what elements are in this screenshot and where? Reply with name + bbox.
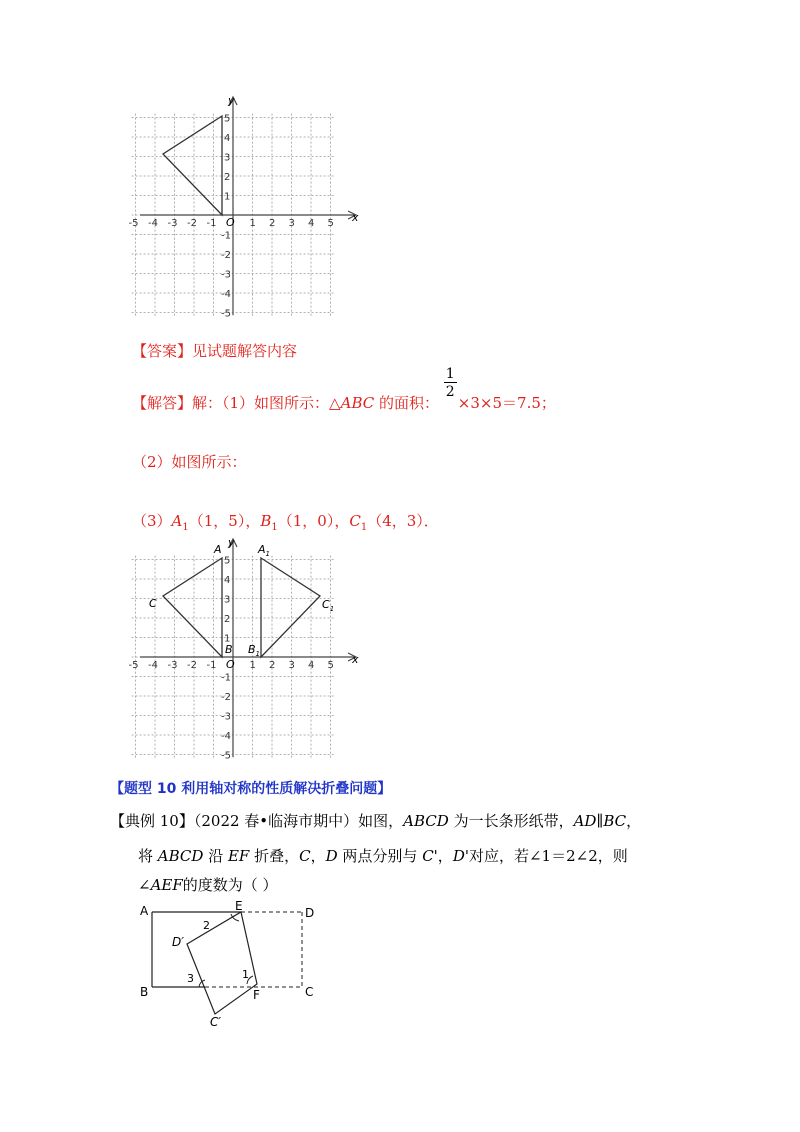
y-tick-label: -3 (221, 269, 231, 281)
label-C-prime: C′ (210, 1015, 222, 1029)
x-tick-label: 5 (327, 218, 334, 229)
fraction-bar (444, 382, 457, 383)
x-tick-label: 5 (327, 660, 334, 671)
y-tick-label: 1 (224, 191, 231, 203)
example-line2-i: 两点分别与 (337, 847, 423, 865)
label-a1: $A_1$ (258, 543, 270, 558)
coordinate-graph-1 (130, 90, 370, 320)
x-tick-label: -3 (167, 660, 178, 671)
y-tick-label: -2 (221, 250, 231, 261)
x-axis-label: x (352, 653, 359, 666)
y-tick-label: 3 (224, 594, 231, 606)
origin-label: O (226, 216, 235, 229)
label-D-prime: D′ (172, 935, 184, 949)
example-line1-b: ABCD (403, 812, 449, 830)
label-D: D (305, 906, 315, 920)
y-tick-label: 1 (224, 633, 231, 645)
x-tick-label: -1 (206, 218, 217, 229)
point-c1-coords: （4，3）． (367, 512, 439, 530)
x-tick-label: -1 (206, 660, 217, 671)
example-line2-d: EF (227, 847, 250, 865)
example-line1-d: AD (573, 812, 597, 830)
dashed-fold-region (205, 912, 302, 987)
solution-part2: （2）如图所示： (132, 453, 247, 471)
example-line1-e: ∥ (596, 812, 604, 830)
solution-part1-mid: 的面积： (374, 394, 440, 412)
x-axis-label: x (352, 211, 359, 224)
solution-part1-prefix: 解：（1）如图所示：△ (192, 394, 341, 412)
point-b1: B (260, 512, 272, 530)
solution-line-1 (132, 366, 556, 413)
x-tick-label: 4 (308, 218, 315, 229)
example-line2-b: ABCD (157, 847, 204, 865)
label-a: A (214, 543, 222, 556)
y-axis-label: y (228, 536, 235, 549)
example-line2-f: C (299, 847, 311, 865)
example-line1-a: （2022 春•临海市期中）如图， (193, 812, 404, 830)
solution-line-3 (132, 510, 439, 533)
example-line2-m: 对应，若∠1＝2∠2，则 (468, 847, 628, 865)
x-tick-label: 1 (249, 218, 256, 229)
point-a1-coords: （1，5）， (188, 512, 261, 530)
example-line-3 (138, 874, 278, 895)
fraction-numerator: 1 (445, 366, 455, 382)
example-line1-f: BC (603, 812, 627, 830)
example-line3-a: ∠ (138, 876, 151, 894)
triangle-name: ABC (340, 394, 375, 412)
y-tick-label: -5 (221, 750, 231, 762)
x-tick-label: 3 (288, 660, 295, 671)
y-tick-label: 4 (224, 133, 231, 144)
label-F: F (253, 988, 260, 1002)
angle-2-label: 2 (203, 919, 210, 932)
point-b1-sub: 1 (271, 522, 278, 533)
y-tick-label: -2 (221, 692, 231, 703)
fraction-denominator: 2 (445, 384, 455, 400)
y-tick-label: 2 (224, 614, 231, 625)
point-c1: C (349, 512, 361, 530)
label-b1: $B_1$ (248, 643, 261, 658)
x-tick-label: 2 (269, 218, 276, 229)
y-tick-label: -4 (221, 731, 231, 742)
example-line2-l: D' (452, 847, 469, 865)
answer-tag: 【答案】 (132, 342, 193, 360)
label-c: C (149, 597, 157, 610)
example-line2-h: D (325, 847, 338, 865)
x-tick-label: 4 (308, 660, 315, 671)
rectangle-left (152, 912, 241, 987)
label-b: B (225, 643, 233, 656)
example-line1-g: ， (626, 812, 642, 830)
label-C: C (305, 985, 314, 999)
fold-figure (135, 898, 335, 1028)
example-line2-e: 折叠， (249, 847, 300, 865)
y-tick-label: 2 (224, 172, 231, 183)
x-tick-label: -2 (187, 660, 197, 671)
example-line2-j: C' (422, 847, 438, 865)
example-tag: 【典例 10】 (110, 812, 194, 830)
y-tick-label: -3 (221, 711, 231, 723)
example-line-1 (110, 810, 641, 831)
example-line1-c: 为一长条形纸带， (448, 812, 574, 830)
point-b1-coords: （1，0）， (277, 512, 350, 530)
example-line2-k: ， (437, 847, 453, 865)
solution-line-2 (132, 451, 247, 472)
y-tick-label: -1 (221, 230, 231, 242)
coordinate-graph-2 (130, 532, 370, 762)
point-c1-sub: 1 (360, 522, 368, 533)
x-tick-label: -5 (128, 218, 139, 229)
y-tick-label: -1 (221, 672, 231, 684)
x-tick-label: 2 (269, 660, 276, 671)
folded-quadrilateral (187, 912, 257, 1014)
section-heading-text: 【题型 10 利用轴对称的性质解决折叠问题】 (110, 781, 392, 797)
x-tick-label: -5 (128, 660, 139, 671)
x-tick-label: -4 (148, 660, 158, 671)
label-E: E (235, 899, 243, 913)
label-A: A (140, 904, 149, 918)
label-c1: $C_1$ (322, 598, 335, 613)
y-tick-label: 5 (224, 555, 231, 567)
x-tick-label: -3 (167, 218, 178, 229)
x-tick-label: -2 (187, 218, 197, 229)
y-tick-label: 4 (224, 575, 231, 586)
label-B: B (140, 985, 149, 999)
x-tick-label: 1 (249, 660, 256, 671)
axes (140, 97, 356, 315)
y-tick-label: 5 (224, 113, 231, 125)
point-a1-sub: 1 (182, 522, 189, 533)
x-tick-label: 3 (288, 218, 295, 229)
fraction-half (444, 366, 458, 408)
y-tick-label: 3 (224, 152, 231, 164)
example-line-2 (138, 845, 628, 866)
solution-part1-tail: ×3×5＝7.5； (457, 394, 556, 412)
angle-3-label: 3 (187, 972, 194, 985)
answer-text: 见试题解答内容 (192, 342, 298, 360)
origin-label: O (226, 658, 235, 671)
example-line2-a: 将 (138, 847, 158, 865)
section-heading (110, 778, 391, 798)
example-line3-b: AEF (150, 876, 183, 894)
point-a1: A (171, 512, 183, 530)
x-tick-label: -4 (148, 218, 158, 229)
y-tick-label: -4 (221, 289, 231, 300)
example-line2-c: 沿 (203, 847, 228, 865)
solution-tag: 【解答】 (132, 394, 193, 412)
y-axis-label: y (228, 94, 235, 107)
solution-part3-prefix: （3） (132, 512, 172, 530)
example-line2-g: ， (310, 847, 326, 865)
example-line3-c: 的度数为（ ） (182, 876, 278, 894)
angle-1-label: 1 (242, 968, 249, 981)
y-tick-label: -5 (221, 308, 231, 320)
answer-line (132, 340, 297, 361)
